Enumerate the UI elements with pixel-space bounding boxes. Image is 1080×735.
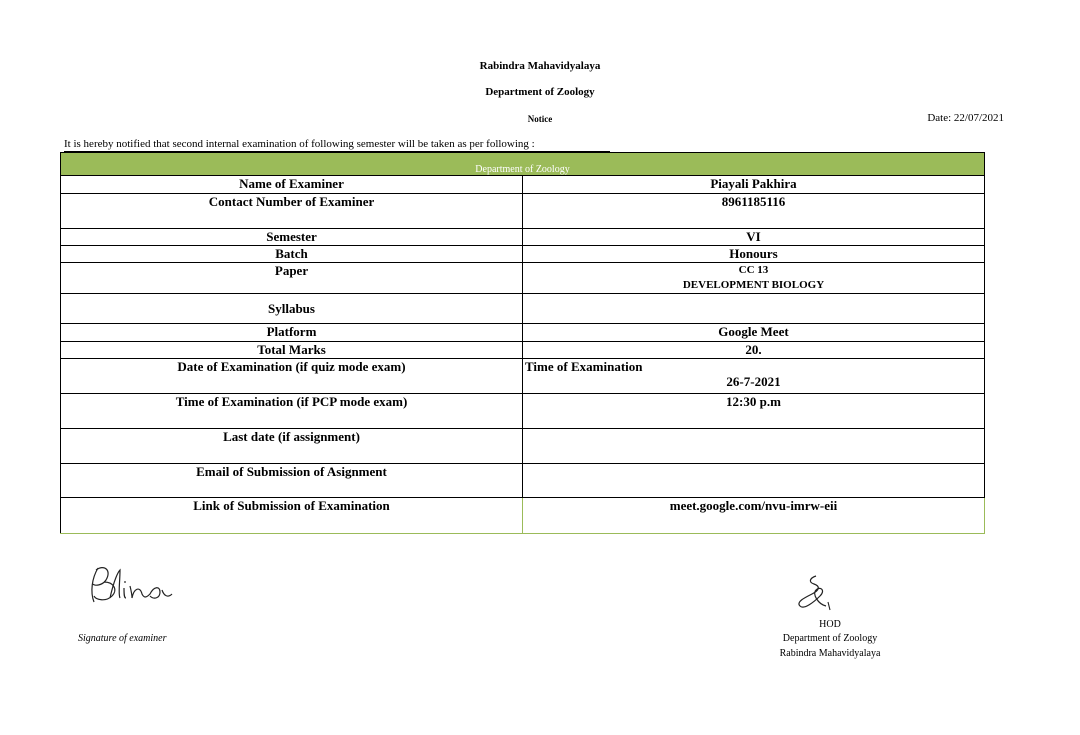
link-value: meet.google.com/nvu-imrw-eii <box>523 498 985 534</box>
last-date-label: Last date (if assignment) <box>61 429 523 464</box>
table-row <box>61 229 985 246</box>
contact-value: 8961185116 <box>523 194 985 229</box>
table-row <box>61 294 985 324</box>
semester-label: Semester <box>61 229 523 246</box>
paper-code: CC 13 <box>738 264 769 276</box>
examiner-value: Piayali Pakhira <box>523 176 985 194</box>
paper-value <box>523 263 985 294</box>
platform-value: Google Meet <box>523 324 985 342</box>
hod-signature <box>790 572 850 614</box>
notice-heading: Notice <box>527 114 553 124</box>
pcp-time-value: 12:30 p.m <box>523 394 985 429</box>
college-name: Rabindra Mahavidyalaya <box>479 60 601 72</box>
pcp-time-label: Time of Examination (if PCP mode exam) <box>61 394 523 429</box>
hod-college: Rabindra Mahavidyalaya <box>779 648 881 659</box>
table-banner-row <box>61 153 985 176</box>
table-row <box>61 263 985 294</box>
examiner-label: Name of Examiner <box>61 176 523 194</box>
quiz-date-cell <box>523 359 985 394</box>
table-row <box>61 394 985 429</box>
quiz-date-label: Date of Examination (if quiz mode exam) <box>61 359 523 394</box>
email-value <box>523 464 985 498</box>
table-row <box>61 176 985 194</box>
paper-title: DEVELOPMENT BIOLOGY <box>682 279 825 291</box>
table-row <box>61 464 985 498</box>
syllabus-label: Syllabus <box>61 294 523 324</box>
last-date-value <box>523 429 985 464</box>
table-banner: Department of Zoology <box>61 153 985 176</box>
table-row <box>61 246 985 263</box>
batch-label: Batch <box>61 246 523 263</box>
platform-label: Platform <box>61 324 523 342</box>
paper-label: Paper <box>61 263 523 294</box>
table-row <box>61 324 985 342</box>
marks-value: 20. <box>523 342 985 359</box>
contact-label: Contact Number of Examiner <box>61 194 523 229</box>
examiner-signature <box>84 560 184 610</box>
table-row <box>61 498 985 534</box>
quiz-date-value: 26-7-2021 <box>726 374 781 389</box>
quiz-time-sublabel: Time of Examination <box>525 359 643 374</box>
batch-value: Honours <box>523 246 985 263</box>
link-label: Link of Submission of Examination <box>61 498 523 534</box>
hod-department: Department of Zoology <box>782 633 878 644</box>
exam-details-table <box>60 152 985 534</box>
email-label: Email of Submission of Asignment <box>61 464 523 498</box>
intro-text: It is hereby notified that second internal examination of following semester will be taken as per following : <box>64 138 535 150</box>
syllabus-value <box>523 294 985 324</box>
department-name: Department of Zoology <box>485 86 595 98</box>
table-row <box>61 194 985 229</box>
table-row <box>61 342 985 359</box>
examiner-signature-label: Signature of examiner <box>78 633 167 644</box>
hod-title: HOD <box>819 619 841 630</box>
table-row <box>61 429 985 464</box>
notice-date: Date: 22/07/2021 <box>927 112 1004 124</box>
marks-label: Total Marks <box>61 342 523 359</box>
table-row <box>61 359 985 394</box>
semester-value: VI <box>523 229 985 246</box>
